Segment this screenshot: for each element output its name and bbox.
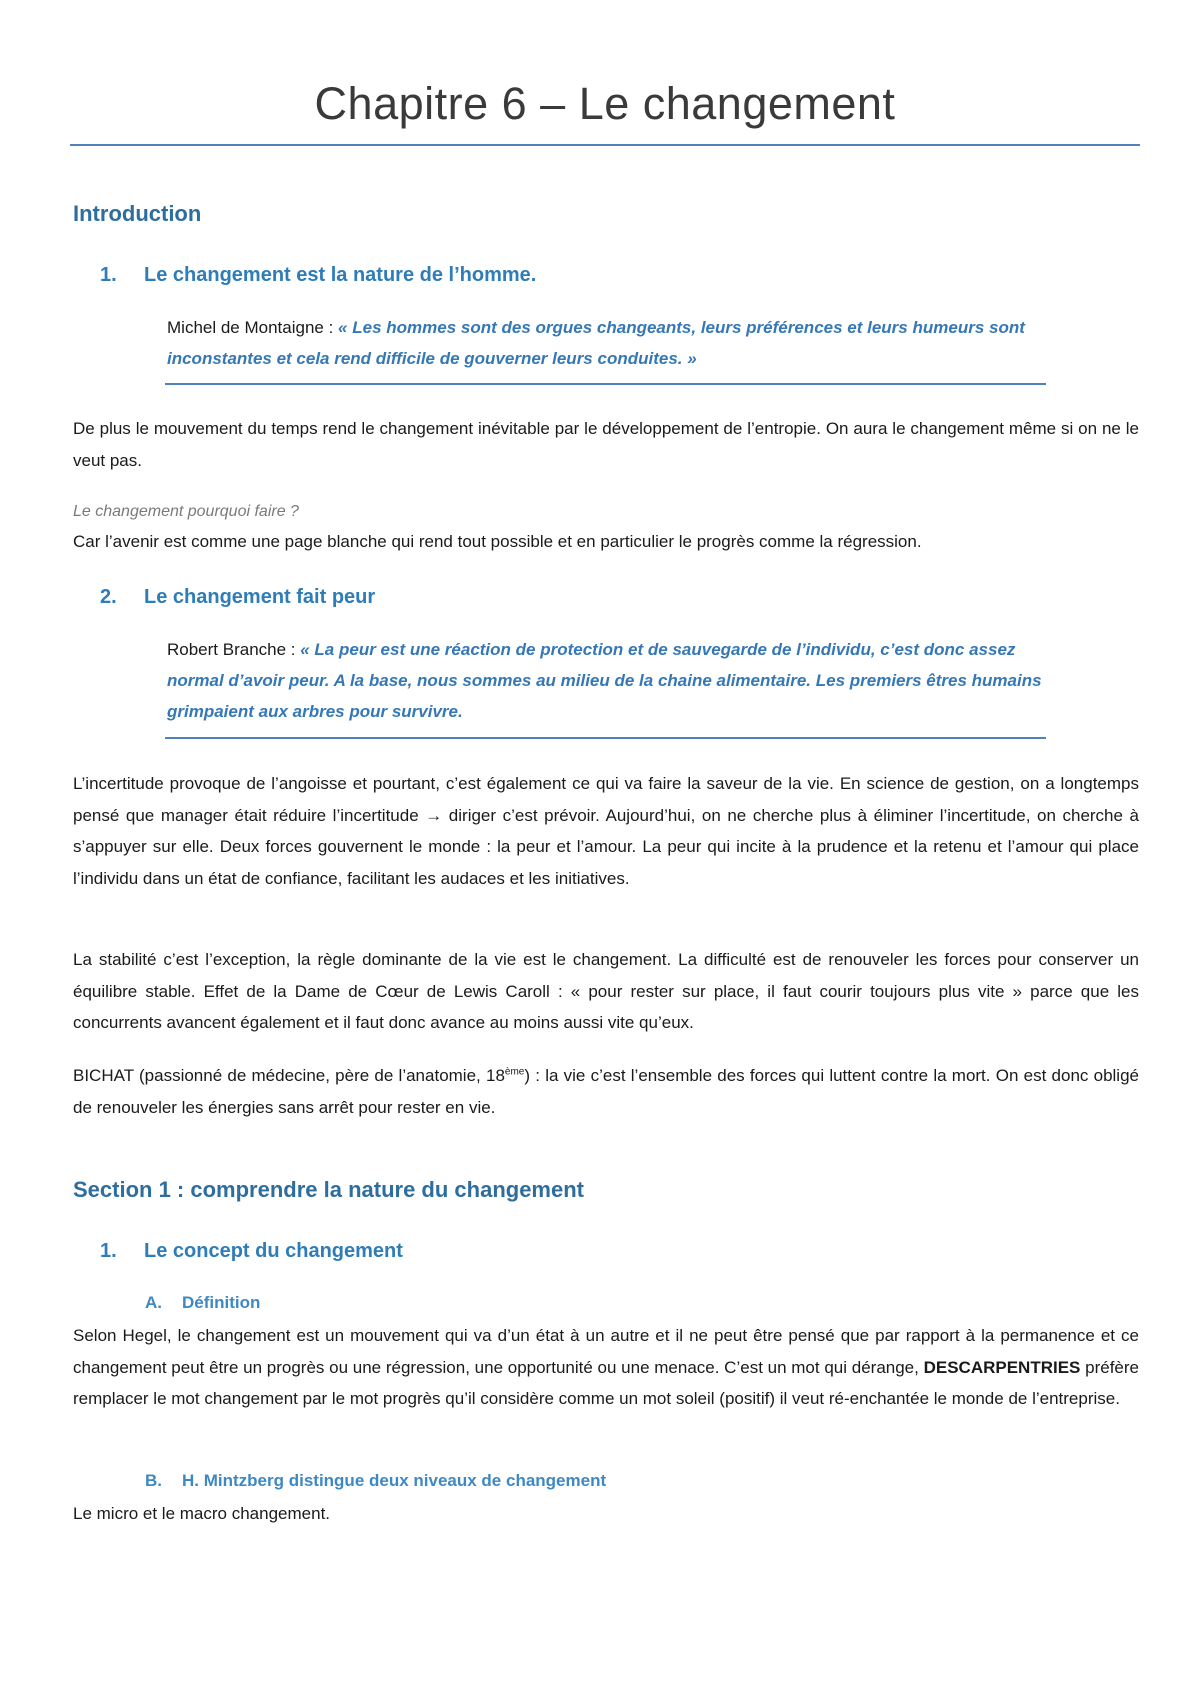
paragraph-incertitude: L’incertitude provoque de l’angoisse et pourtant, c’est également ce qui va faire la saveur de la vie. En science de gestion, on a longtemps pensé que manager était réduire l’incertitude → diriger c’est prévoir. Aujourd’hui, on ne cherche plus à éliminer l’incertitude, on cherche à s’appuyer sur elle. Deux forces gouvernent le monde : la peur et l’amour. La peur qui incite à la prudence et la retenu et l’amour qui place l’individu dans un état de confiance, facilitant les audaces et les initiatives. <box>73 774 1139 888</box>
intro-s1-num: 1. <box>100 264 117 286</box>
intro-s1-heading <box>100 262 536 288</box>
paragraph-micro-macro: Le micro et le macro changement. <box>73 1504 331 1523</box>
paragraph-avenir: Car l’avenir est comme une page blanche qui rend tout possible et en particulier le progrès comme la régression. <box>73 532 922 551</box>
section1-heading: Section 1 : comprendre la nature du changement <box>73 1177 584 1202</box>
subsection-a-num: A. <box>145 1293 162 1312</box>
intro-s2-heading <box>100 584 375 610</box>
intro-s1-title: Le changement est la nature de l’homme. <box>144 264 537 286</box>
montaigne-author: Michel de Montaigne : <box>167 318 339 337</box>
intro-s2-num: 2. <box>100 586 117 608</box>
subsection-a-heading <box>145 1292 260 1314</box>
paragraph-definition: Selon Hegel, le changement est un mouvement qui va d’un état à un autre et il ne peut être pensé que par rapport à la permanence et ce changement peut être un progrès ou une régression, une opportunité ou une menace. C’est un mot qui dérange, DESCARPENTRIES préfère remplacer le mot changement par le mot progrès qu’il considère comme un mot soleil (positif) il veut ré-enchantée le monde de l’entreprise. <box>73 1326 1139 1408</box>
subsection-b-heading <box>145 1470 606 1492</box>
paragraph-stabilite: La stabilité c’est l’exception, la règle dominante de la vie est le changement. La difficulté est de renouveler les forces pour conserver un équilibre stable. Effet de la Dame de Cœur de Lewis Caroll : « pour rester sur place, il faut courir toujours plus vite » parce que les concurrents avancent également et il faut donc avance au moins aussi vite qu’eux. <box>73 950 1139 1032</box>
subsection-b-num: B. <box>145 1471 162 1490</box>
descarpentries-name: DESCARPENTRIES <box>923 1357 1081 1377</box>
quote-rule <box>165 383 1046 385</box>
intro-s2-title: Le changement fait peur <box>144 586 376 608</box>
question-line: Le changement pourquoi faire ? <box>73 503 299 520</box>
section1-s1-title: Le concept du changement <box>144 1240 403 1262</box>
montaigne-quote <box>167 312 1044 374</box>
subsection-a-title: Définition <box>182 1293 261 1312</box>
paragraph-bichat: BICHAT (passionné de médecine, père de l’anatomie, 18ème) : la vie c’est l’ensemble des forces qui luttent contre la mort. On est donc obligé de renouveler les énergies sans arrêt pour rester en vie. <box>73 1066 1139 1117</box>
section1-s1-heading <box>100 1238 403 1264</box>
branche-author: Robert Branche : <box>167 640 301 659</box>
quote-rule <box>165 737 1046 739</box>
section1-s1-num: 1. <box>100 1240 117 1262</box>
branche-quote <box>167 634 1044 727</box>
chapter-title: Chapitre 6 – Le changement <box>314 78 896 129</box>
branche-quote-text: « La peur est une réaction de protection et de sauvegarde de l’individu, c’est donc assez normal d’avoir peur. A la base, nous sommes au milieu de la chaine alimentaire. Les premiers êtres humains grimpaient aux arbres pour survivre. <box>167 640 1042 721</box>
subsection-b-title: H. Mintzberg distingue deux niveaux de changement <box>182 1471 607 1490</box>
title-underline <box>70 144 1140 146</box>
montaigne-quote-text: « Les hommes sont des orgues changeants, leurs préférences et leurs humeurs sont inconstantes et cela rend difficile de gouverner leurs conduites. » <box>167 318 1025 368</box>
paragraph-entropie: De plus le mouvement du temps rend le changement inévitable par le développement de l’entropie. On aura le changement même si on ne le veut pas. <box>73 419 1139 470</box>
intro-heading: Introduction <box>73 201 202 226</box>
